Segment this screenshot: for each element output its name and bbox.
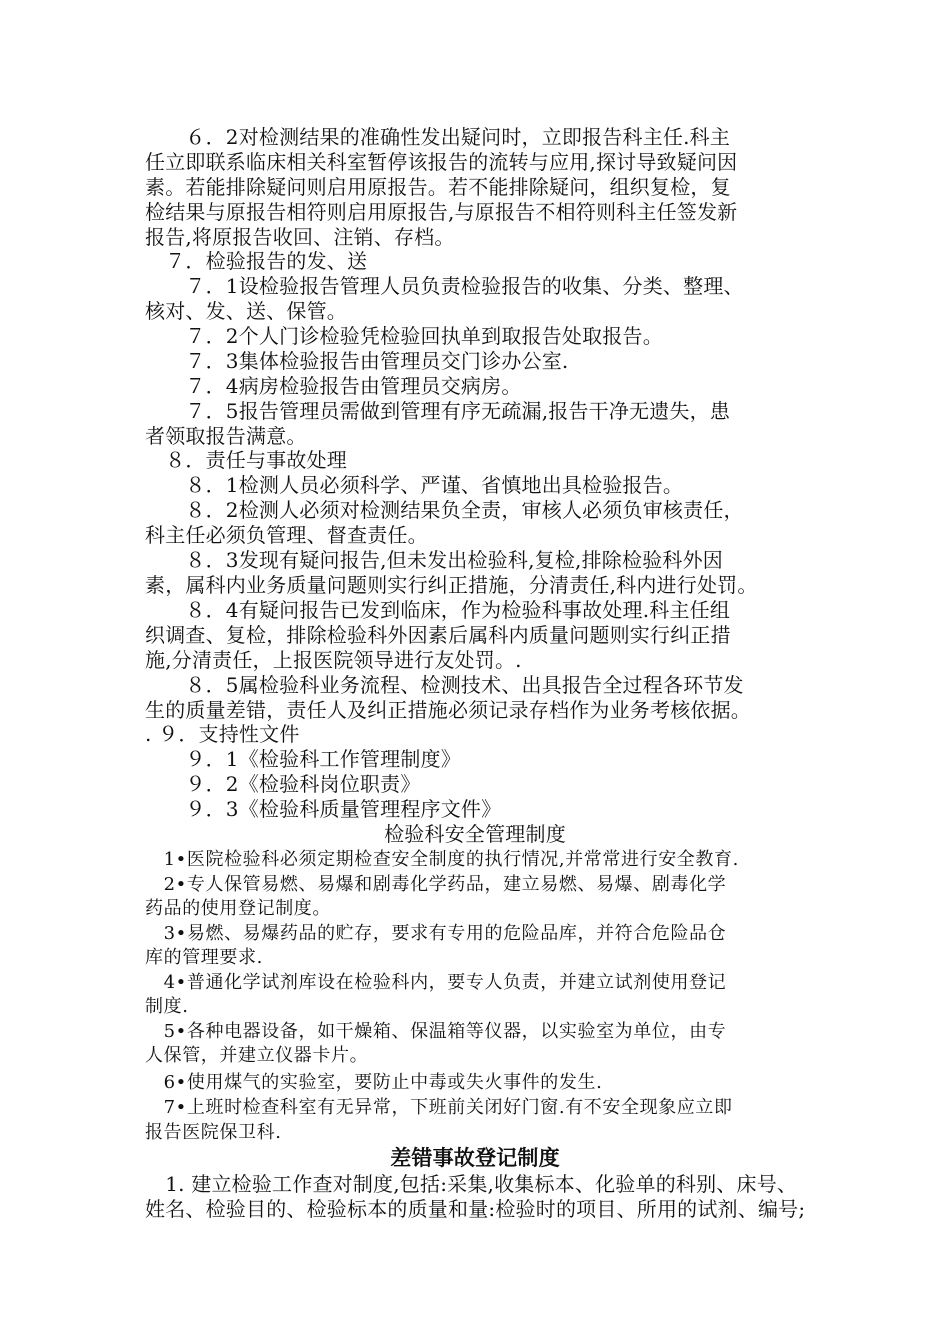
text-line: 5•各种电器设备，如干燥箱、保温箱等仪器，以实验室为单位，由专 xyxy=(145,1021,727,1042)
text-line: 生的质量差错，责任人及纠正措施必须记录存档作为业务考核依据。 xyxy=(145,698,751,722)
text-line: 3•易燃、易爆药品的贮存，要求有专用的危险品库，并符合危险品仓 xyxy=(145,923,727,944)
text-line: 人保管，并建立仪器卡片。 xyxy=(145,1045,369,1066)
text-line: ８．4有疑问报告已发到临床，作为检验科事故处理.科主任组 xyxy=(145,598,731,622)
text-line: 姓名、检验目的、检验标本的质量和量:检验时的项目、所用的试剂、编号; xyxy=(145,1197,806,1221)
text-line: 织调查、复检，排除检验科外因素后属科内质量问题则实行纠正措 xyxy=(145,623,731,647)
text-line: 库的管理要求. xyxy=(145,947,263,968)
text-line: ７．3集体检验报告由管理员交门诊办公室. xyxy=(145,349,569,373)
text-line: 检结果与原报告相符则启用原报告,与原报告不相符则科主任签发新 xyxy=(145,200,738,224)
section-heading: ７．检验报告的发、送 xyxy=(145,249,368,273)
text-line: ８．3发现有疑问报告,但未发出检验科,复检,排除检验科外因 xyxy=(145,548,723,572)
section-heading: ８．责任与事故处理 xyxy=(145,448,347,472)
text-line: 核对、发、送、保管。 xyxy=(145,299,347,323)
section-title: 差错事故登记制度 xyxy=(390,1146,560,1170)
section-title: 检验科安全管理制度 xyxy=(384,822,566,846)
text-line: 1•医院检验科必须定期检查安全制度的执行情况,并常常进行安全教育. xyxy=(145,849,739,870)
text-line: 施,分清责任，上报医院领导进行友处罚。. xyxy=(145,648,522,672)
text-line: ７．2个人门诊检验凭检验回执单到取报告处取报告。 xyxy=(145,324,663,348)
text-line: 4•普通化学试剂库设在检验科内，要专人负责，并建立试剂使用登记 xyxy=(145,972,727,993)
text-line: ６．2对检测结果的准确性发出疑问时，立即报告科主任.科主 xyxy=(145,125,731,149)
text-line: ９．2《检验科岗位职责》 xyxy=(145,772,421,796)
text-line: ７．4病房检验报告由管理员交病房。 xyxy=(145,374,522,398)
text-line: 素。若能排除疑问则启用原报告。若不能排除疑问，组织复检，复 xyxy=(145,175,731,199)
text-line: 6•使用煤气的实验室，要防止中毒或失火事件的发生. xyxy=(145,1072,603,1093)
text-line: 任立即联系临床相关科室暂停该报告的流转与应用,探讨导致疑问因 xyxy=(145,150,738,174)
text-line: ７．5报告管理员需做到管理有序无疏漏,报告干净无遗失，患 xyxy=(145,399,731,423)
text-line: ７．1设检验报告管理人员负责检验报告的收集、分类、整理、 xyxy=(145,274,744,298)
text-line: 7•上班时检查科室有无异常，下班前关闭好门窗.有不安全现象应立即 xyxy=(145,1097,733,1118)
text-line: 素，属科内业务质量问题则实行纠正措施，分清责任,科内进行处罚。 xyxy=(145,573,758,597)
text-line: ８．1检测人员必须科学、严谨、省慎地出具检验报告。 xyxy=(145,473,684,497)
text-line: 报告,将原报告收回、注销、存档。 xyxy=(145,225,455,249)
text-line: ９．1《检验科工作管理制度》 xyxy=(145,747,461,771)
text-line: 报告医院保卫科. xyxy=(145,1122,282,1143)
text-line: 科主任必须负管理、督查责任。 xyxy=(145,523,428,547)
text-line: ８．2检测人必须对检测结果负全责，审核人必须负审核责任， xyxy=(145,498,744,522)
text-line: 者领取报告满意。 xyxy=(145,424,307,448)
text-line: 1. 建立检验工作查对制度,包括:采集,收集标本、化验单的科别、床号、 xyxy=(145,1172,798,1196)
text-line: 2•专人保管易燃、易爆和剧毒化学药品，建立易燃、易爆、剧毒化学 xyxy=(145,874,727,895)
text-line: ８．5属检验科业务流程、检测技术、出具报告全过程各环节发 xyxy=(145,673,744,697)
section-heading: . ９．支持性文件 xyxy=(145,722,300,746)
text-line: 药品的使用登记制度。 xyxy=(145,898,331,919)
text-line: ９．3《检验科质量管理程序文件》 xyxy=(145,797,502,821)
text-line: 制度. xyxy=(145,996,189,1017)
